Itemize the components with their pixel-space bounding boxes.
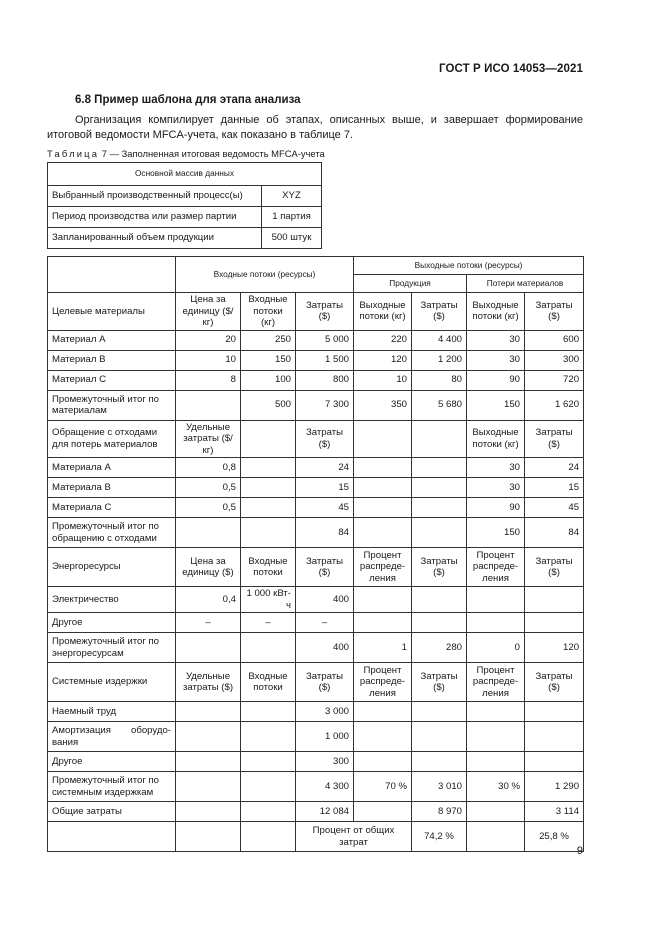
table-cell: 1 000 кВт-ч xyxy=(241,587,296,613)
table-cell: 15 xyxy=(525,478,584,498)
table-cell: 12 084 xyxy=(296,802,354,822)
table-cell xyxy=(412,722,467,752)
table-cell: 30 xyxy=(467,350,525,370)
table-cell xyxy=(412,498,467,518)
table-cell: 24 xyxy=(525,458,584,478)
table-row xyxy=(48,370,584,390)
mfca-summary-table xyxy=(47,256,584,852)
table-cell: 720 xyxy=(525,370,584,390)
table-cell: Входные потоки xyxy=(241,663,296,702)
table-cell: 3 114 xyxy=(525,802,584,822)
table-cell: Процент от общих затрат xyxy=(296,822,412,852)
table-cell xyxy=(241,420,296,458)
table-row xyxy=(48,633,584,663)
table-row xyxy=(48,613,584,633)
table-row xyxy=(48,752,584,772)
table-cell xyxy=(354,498,412,518)
table-caption xyxy=(47,148,325,159)
table-cell xyxy=(525,722,584,752)
table-cell: 150 xyxy=(241,350,296,370)
table-cell: 70 % xyxy=(354,772,412,802)
table-cell xyxy=(412,458,467,478)
table-cell: 3 010 xyxy=(412,772,467,802)
table-cell: Затраты ($) xyxy=(525,663,584,702)
table-cell: Затраты ($) xyxy=(296,420,354,458)
table-cell xyxy=(354,702,412,722)
table-row xyxy=(48,663,584,702)
table-cell: Затраты ($) xyxy=(296,548,354,587)
table-cell: 1 290 xyxy=(525,772,584,802)
table-cell: 45 xyxy=(296,498,354,518)
table-corner-cell xyxy=(48,257,176,293)
row-label: Целевые материалы xyxy=(48,293,176,331)
table-cell: 25,8 % xyxy=(525,822,584,852)
table-cell: 120 xyxy=(525,633,584,663)
table-cell: 800 xyxy=(296,370,354,390)
table-cell: 1 000 xyxy=(296,722,354,752)
table-cell: Процент распреде-ления xyxy=(354,663,412,702)
caption-text: 7 — Заполненная итоговая ведомость MFCA-учета xyxy=(99,148,325,159)
table-row xyxy=(48,390,584,420)
table-cell xyxy=(241,498,296,518)
table-cell: 30 % xyxy=(467,772,525,802)
table-cell xyxy=(241,518,296,548)
row-label: Обращение с отходами для потерь материалов xyxy=(48,420,176,458)
row-label: Материала С xyxy=(48,498,176,518)
table-cell: 8 xyxy=(176,370,241,390)
table-cell xyxy=(354,613,412,633)
table-cell: 84 xyxy=(525,518,584,548)
row-label: Электричество xyxy=(48,587,176,613)
table-row xyxy=(48,478,584,498)
table-cell: 90 xyxy=(467,498,525,518)
page-number: 9 xyxy=(576,845,583,857)
table-cell: 1 xyxy=(354,633,412,663)
table-cell xyxy=(467,822,525,852)
table-cell xyxy=(412,702,467,722)
table-cell xyxy=(412,518,467,548)
table-row xyxy=(48,702,584,722)
row-label: Материал А xyxy=(48,330,176,350)
table-cell: 150 xyxy=(467,390,525,420)
table-cell: Затраты ($) xyxy=(412,293,467,331)
table-cell: – xyxy=(176,613,241,633)
table-cell xyxy=(354,420,412,458)
table-cell xyxy=(176,518,241,548)
table-cell: Затраты ($) xyxy=(525,293,584,331)
table-cell: Выходные потоки (кг) xyxy=(354,293,412,331)
table-cell: 100 xyxy=(241,370,296,390)
table-cell: Затраты ($) xyxy=(296,293,354,331)
table-cell: Выходные потоки (кг) xyxy=(467,420,525,458)
table-row xyxy=(48,330,584,350)
table-cell xyxy=(354,518,412,548)
table-cell: Процент распреде-ления xyxy=(354,548,412,587)
table-cell xyxy=(241,822,296,852)
table-cell: Удельные затраты ($) xyxy=(176,663,241,702)
table-cell: 30 xyxy=(467,478,525,498)
row-label: Амортизация оборудо-вания xyxy=(48,722,176,752)
table-cell: 30 xyxy=(467,330,525,350)
table-cell xyxy=(412,587,467,613)
row-label: Промежуточный итог по материалам xyxy=(48,390,176,420)
table-cell: Удельные затраты ($/кг) xyxy=(176,420,241,458)
table-cell xyxy=(467,613,525,633)
table-cell xyxy=(176,633,241,663)
table-cell: 220 xyxy=(354,330,412,350)
table-cell: – xyxy=(241,613,296,633)
table-cell: Процент распреде-ления xyxy=(467,663,525,702)
table-cell xyxy=(467,722,525,752)
section-title: 6.8 Пример шаблона для этапа анализа xyxy=(75,94,301,106)
table-row xyxy=(48,420,584,458)
table-cell: 84 xyxy=(296,518,354,548)
table-cell: – xyxy=(296,613,354,633)
table-row xyxy=(48,722,584,752)
table-cell: Затраты ($) xyxy=(296,663,354,702)
table-cell: 8 970 xyxy=(412,802,467,822)
table-cell: 0 xyxy=(467,633,525,663)
base-row-value: XYZ xyxy=(262,186,322,207)
row-label: Материала В xyxy=(48,478,176,498)
table-cell: 24 xyxy=(296,458,354,478)
table-cell xyxy=(241,722,296,752)
table-row xyxy=(48,293,584,331)
row-label: Общие затраты xyxy=(48,802,176,822)
table-cell: 7 300 xyxy=(296,390,354,420)
table-cell: 80 xyxy=(412,370,467,390)
table-cell: 400 xyxy=(296,587,354,613)
table-cell: 0,5 xyxy=(176,478,241,498)
row-label: Системные издержки xyxy=(48,663,176,702)
table-cell: 45 xyxy=(525,498,584,518)
row-label: Материал В xyxy=(48,350,176,370)
table-cell: 20 xyxy=(176,330,241,350)
table-cell xyxy=(467,702,525,722)
table-cell: Процент распреде-ления xyxy=(467,548,525,587)
table-cell: 0,5 xyxy=(176,498,241,518)
row-label: Промежуточный итог по энергоресурсам xyxy=(48,633,176,663)
document-header: ГОСТ Р ИСО 14053—2021 xyxy=(438,63,583,75)
table-cell xyxy=(176,390,241,420)
table-cell: Затраты ($) xyxy=(412,548,467,587)
table-cell xyxy=(354,722,412,752)
table-cell: 150 xyxy=(467,518,525,548)
table-cell xyxy=(241,702,296,722)
table-cell: 1 620 xyxy=(525,390,584,420)
table-cell: 600 xyxy=(525,330,584,350)
table-row xyxy=(48,498,584,518)
table-cell: 1 500 xyxy=(296,350,354,370)
base-row-label: Выбранный производственный процесс(ы) xyxy=(48,186,262,207)
table-row xyxy=(48,587,584,613)
table-row xyxy=(48,802,584,822)
table-row xyxy=(48,518,584,548)
row-label: Материала А xyxy=(48,458,176,478)
table-cell: Затраты ($) xyxy=(525,420,584,458)
table-row xyxy=(48,548,584,587)
table-cell: 10 xyxy=(354,370,412,390)
table-cell: 4 300 xyxy=(296,772,354,802)
table-cell xyxy=(467,802,525,822)
table-cell xyxy=(241,772,296,802)
table-cell xyxy=(354,752,412,772)
table-cell xyxy=(354,458,412,478)
table-cell: 500 xyxy=(241,390,296,420)
table-cell: Цена за единицу ($/кг) xyxy=(176,293,241,331)
table-cell xyxy=(176,802,241,822)
row-label: Промежуточный итог по обращению с отходами xyxy=(48,518,176,548)
table-cell: 280 xyxy=(412,633,467,663)
table-cell: Затраты ($) xyxy=(525,548,584,587)
table-cell xyxy=(354,478,412,498)
table-cell xyxy=(412,478,467,498)
table-cell xyxy=(412,752,467,772)
row-label: Другое xyxy=(48,752,176,772)
table-cell xyxy=(467,752,525,772)
table-cell xyxy=(241,633,296,663)
table-cell xyxy=(525,613,584,633)
table-cell: Входные потоки (кг) xyxy=(241,293,296,331)
material-loss-header: Потери материалов xyxy=(467,275,584,293)
table-cell xyxy=(176,772,241,802)
table-cell xyxy=(176,722,241,752)
table-row xyxy=(48,822,584,852)
row-label: Наемный труд xyxy=(48,702,176,722)
table-row xyxy=(48,350,584,370)
caption-word: Таблица xyxy=(47,148,100,159)
table-cell xyxy=(241,458,296,478)
table-cell: 3 000 xyxy=(296,702,354,722)
table-cell: 10 xyxy=(176,350,241,370)
table-cell: Цена за единицу ($) xyxy=(176,548,241,587)
row-label: Энергоресурсы xyxy=(48,548,176,587)
table-cell xyxy=(176,752,241,772)
table-cell: Выходные потоки (кг) xyxy=(467,293,525,331)
table-cell: 4 400 xyxy=(412,330,467,350)
base-data-table xyxy=(47,162,322,249)
product-header: Продукция xyxy=(354,275,467,293)
input-flows-header: Входные потоки (ресурсы) xyxy=(176,257,354,293)
row-label xyxy=(48,822,176,852)
table-cell xyxy=(241,752,296,772)
base-table-title: Основной массив данных xyxy=(48,163,322,186)
table-cell xyxy=(176,822,241,852)
intro-paragraph: Организация компилирует данные об этапах, описанных выше, и завершает формирование итоговой ведомости MFCA-учета, как показано в таблице 7. xyxy=(47,114,583,141)
table-cell: Затраты ($) xyxy=(412,663,467,702)
table-cell xyxy=(412,420,467,458)
table-cell: 5 000 xyxy=(296,330,354,350)
table-cell: 250 xyxy=(241,330,296,350)
table-body xyxy=(48,293,584,852)
row-label: Материал С xyxy=(48,370,176,390)
table-cell xyxy=(525,752,584,772)
table-cell xyxy=(354,802,412,822)
table-cell xyxy=(241,802,296,822)
table-cell: 30 xyxy=(467,458,525,478)
output-flows-header: Выходные потоки (ресурсы) xyxy=(354,257,584,275)
table-cell: 74,2 % xyxy=(412,822,467,852)
row-label: Промежуточный итог по системным издержкам xyxy=(48,772,176,802)
table-row xyxy=(48,772,584,802)
table-row xyxy=(48,458,584,478)
table-cell xyxy=(354,587,412,613)
table-cell: 400 xyxy=(296,633,354,663)
table-cell: 15 xyxy=(296,478,354,498)
base-row-value: 500 штук xyxy=(262,228,322,249)
table-cell: 1 200 xyxy=(412,350,467,370)
base-row-label: Запланированный объем продукции xyxy=(48,228,262,249)
table-cell: 350 xyxy=(354,390,412,420)
table-cell xyxy=(467,587,525,613)
table-cell: Входные потоки xyxy=(241,548,296,587)
table-cell xyxy=(241,478,296,498)
table-cell: 90 xyxy=(467,370,525,390)
table-cell xyxy=(412,613,467,633)
table-cell: 5 680 xyxy=(412,390,467,420)
row-label: Другое xyxy=(48,613,176,633)
base-row-label: Период производства или размер партии xyxy=(48,207,262,228)
table-cell: 0,4 xyxy=(176,587,241,613)
base-row-value: 1 партия xyxy=(262,207,322,228)
table-cell: 300 xyxy=(525,350,584,370)
table-cell: 120 xyxy=(354,350,412,370)
table-cell xyxy=(525,587,584,613)
table-cell: 0,8 xyxy=(176,458,241,478)
table-cell: 300 xyxy=(296,752,354,772)
table-cell xyxy=(176,702,241,722)
table-cell xyxy=(525,702,584,722)
